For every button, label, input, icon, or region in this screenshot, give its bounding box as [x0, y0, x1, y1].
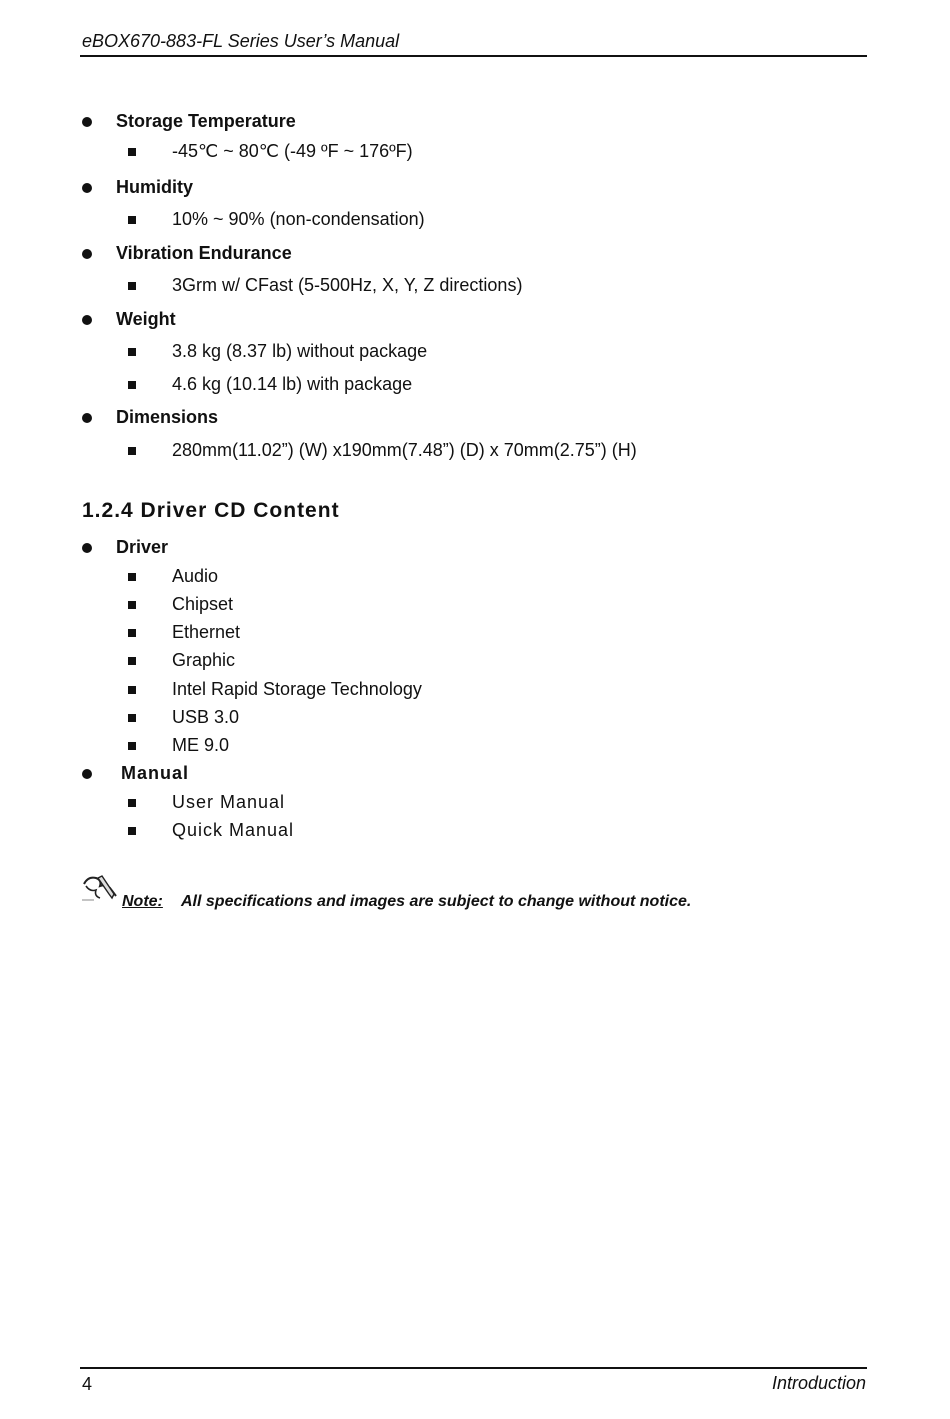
driver-item-intel-rapid-storage: Intel Rapid Storage Technology — [172, 679, 422, 699]
footer-divider — [80, 1367, 867, 1369]
list-label-driver: Driver — [116, 537, 169, 557]
bullet-dot-icon — [82, 249, 92, 259]
spec-label-humidity: Humidity — [116, 177, 194, 197]
square-bullet-icon — [128, 282, 136, 290]
bullet-dot-icon — [82, 117, 92, 127]
footer-section-name: Introduction — [771, 1373, 866, 1393]
note-hand-pencil-icon — [80, 870, 120, 906]
driver-item-chipset: Chipset — [172, 594, 234, 614]
square-bullet-icon — [128, 657, 136, 665]
section-heading-driver-cd-content: 1.2.4 Driver CD Content — [82, 499, 340, 522]
driver-item-usb: USB 3.0 — [172, 707, 240, 727]
spec-label-storage-temperature: Storage Temperature — [116, 111, 296, 131]
driver-item-me: ME 9.0 — [172, 735, 230, 755]
spec-value-weight-without-package: 3.8 kg (8.37 lb) without package — [172, 341, 428, 361]
square-bullet-icon — [128, 629, 136, 637]
square-bullet-icon — [128, 148, 136, 156]
manual-item-quick-manual: Quick Manual — [172, 820, 295, 840]
document-header-title: eBOX670-883-FL Series User’s Manual — [82, 31, 400, 51]
spec-label-vibration-endurance: Vibration Endurance — [116, 243, 292, 263]
header-divider — [80, 55, 867, 57]
spec-value-vibration-endurance: 3Grm w/ CFast (5-500Hz, X, Y, Z directions) — [172, 275, 523, 295]
spec-value-dimensions: 280mm(11.02”) (W) x190mm(7.48”) (D) x 70mm(2.75”) (H) — [172, 440, 637, 460]
spec-value-storage-temperature: -45℃ ~ 80℃ (-49 ºF ~ 176ºF) — [172, 141, 413, 161]
spec-value-humidity: 10% ~ 90% (non-condensation) — [172, 209, 425, 229]
square-bullet-icon — [128, 573, 136, 581]
bullet-dot-icon — [82, 769, 92, 779]
square-bullet-icon — [128, 381, 136, 389]
square-bullet-icon — [128, 714, 136, 722]
list-label-manual: Manual — [121, 763, 190, 783]
square-bullet-icon — [128, 601, 136, 609]
note-label: Note: — [122, 893, 163, 910]
square-bullet-icon — [128, 799, 136, 807]
square-bullet-icon — [128, 348, 136, 356]
spec-label-dimensions: Dimensions — [116, 407, 219, 427]
spec-value-weight-with-package: 4.6 kg (10.14 lb) with package — [172, 374, 413, 394]
driver-item-graphic: Graphic — [172, 650, 236, 670]
square-bullet-icon — [128, 686, 136, 694]
bullet-dot-icon — [82, 543, 92, 553]
square-bullet-icon — [128, 827, 136, 835]
page-number: 4 — [82, 1374, 93, 1394]
square-bullet-icon — [128, 216, 136, 224]
bullet-dot-icon — [82, 315, 92, 325]
note-text: All specifications and images are subject to change without notice. — [181, 893, 692, 910]
bullet-dot-icon — [82, 183, 92, 193]
spec-label-weight: Weight — [116, 309, 176, 329]
manual-item-user-manual: User Manual — [172, 792, 286, 812]
bullet-dot-icon — [82, 413, 92, 423]
square-bullet-icon — [128, 742, 136, 750]
driver-item-audio: Audio — [172, 566, 219, 586]
driver-item-ethernet: Ethernet — [172, 622, 241, 642]
square-bullet-icon — [128, 447, 136, 455]
